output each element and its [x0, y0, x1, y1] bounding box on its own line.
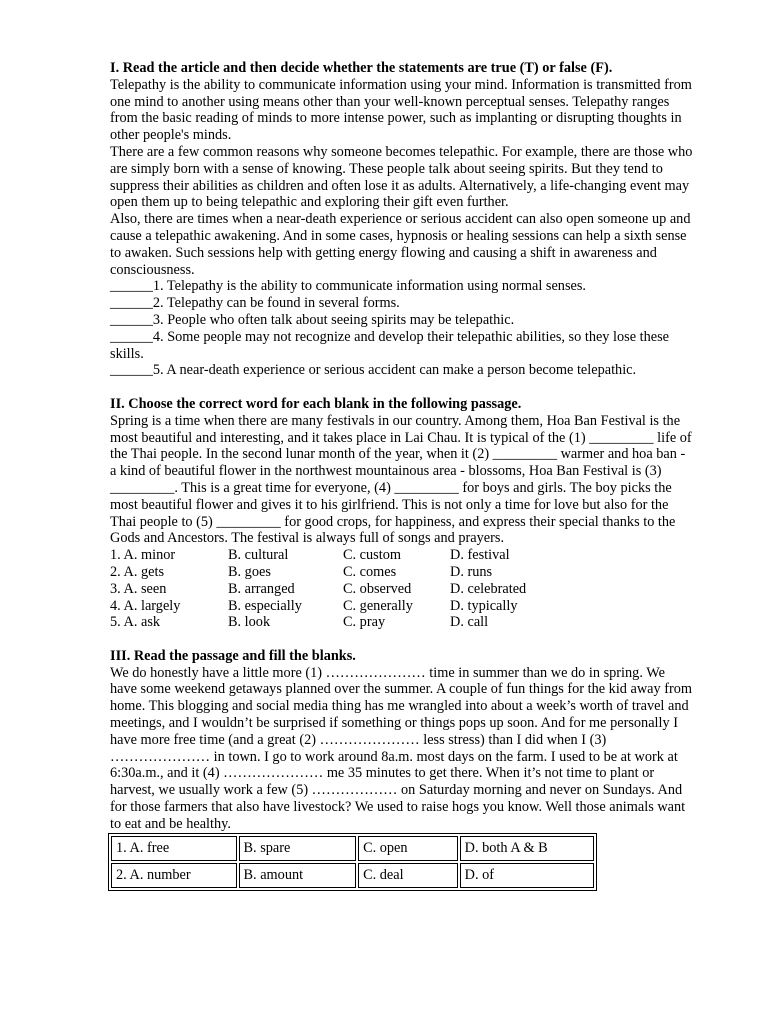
option-a: 5. A. ask [110, 614, 161, 631]
option-d: D. call [450, 614, 489, 631]
option-b: B. arranged [228, 580, 295, 597]
question-options-row [110, 581, 695, 598]
table-cell: 1. A. free [111, 836, 237, 861]
section-1-paragraph: There are a few common reasons why someone becomes telepathic. For example, there are those who are simply born with a sense of knowing. These people talk about seeing spirits. But they tend to suppress their abilities as children and often lose it as adults. Alternatively, a life-changing event may open them up to being telepathic and exploring their gift even further. [110, 143, 693, 211]
option-d: D. runs [450, 563, 493, 580]
section-spacer [110, 631, 695, 648]
table-row [111, 836, 594, 861]
option-d: D. festival [450, 547, 510, 564]
table-cell: D. of [460, 863, 594, 888]
question-options-row [110, 564, 695, 581]
option-c: C. comes [343, 563, 397, 580]
table-cell: 2. A. number [111, 863, 237, 888]
statement-4: ______4. Some people may not recognize and develop their telepathic abilities, so they lose these skills. [110, 328, 670, 362]
option-a: 1. A. minor [110, 547, 176, 564]
option-b: B. cultural [228, 547, 289, 564]
option-c: C. custom [343, 547, 401, 564]
section-2-heading: II. Choose the correct word for each blank in the following passage. [110, 395, 522, 412]
option-a: 4. A. largely [110, 597, 181, 614]
option-b: B. especially [228, 597, 302, 614]
section-1-heading: I. Read the article and then decide whether the statements are true (T) or false (F). [110, 60, 613, 76]
table-row [111, 863, 594, 888]
table-cell: C. deal [358, 863, 458, 888]
option-d: D. typically [450, 597, 518, 614]
statement-5: ______5. A near-death experience or serious accident can make a person become telepathic. [110, 362, 637, 379]
table-cell: C. open [358, 836, 458, 861]
option-a: 3. A. seen [110, 580, 167, 597]
option-c: C. pray [343, 614, 386, 631]
table-cell: D. both A & B [460, 836, 594, 861]
worksheet-content [110, 60, 695, 891]
section-1-paragraph: Also, there are times when a near-death experience or serious accident can also open someone up and cause a telepathic awakening. And in some cases, hypnosis or healing sessions can help a sixth sense to awaken. Such sessions help with getting energy flowing and causing a shift in awareness and consciousness. [110, 211, 691, 278]
option-c: C. generally [343, 597, 413, 614]
section-2-passage: Spring is a time when there are many festivals in our country. Among them, Hoa Ban Festival is the most beautiful and interesting, and it takes place in Lai Chau. It is typical of the (1) _________ life of the Thai people. In the second lunar month of the year, when it (2) _________ warmer and hoa ban - a kind of beautiful flower in the northwest mountainous area - blossoms, Hoa Ban Festival is (3) _________. This is a great time for everyone, (4) _________ for boys and girls. The boy picks the most beautiful flower and gives it to his girlfriend. This is not only a time for love but also for the Thai people to (5) _________ for good crops, for happiness, and express their special thanks to the Gods and Ancestors. The festival is always full of songs and prayers. [110, 412, 692, 547]
section-1-paragraph: Telepathy is the ability to communicate information using your mind. Information is transmitted from one mind to another using means other than your well-known perceptual senses. Telepathy ranges from the basic reading of minds to more intense power, such as implanting or disrupting thoughts in other people's minds. [110, 76, 692, 144]
answer-options-table [108, 833, 597, 891]
statement-3: ______3. People who often talk about seeing spirits may be telepathic. [110, 311, 515, 328]
question-options-row [110, 598, 695, 615]
section-3-passage: We do honestly have a little more (1) ………………… time in summer than we do in spring. We have some weekend getaways planned over the summer. A couple of fun things for the kid away from home. This blogging and social media thing has me wrangled into about a week’s worth of travel and meetings, and I wouldn’t be surprised if something or things pops up soon. And for me personally I have more free time (and a great (2) ………………… less stress) than I did when I (3) ………………… in town. I go to work around 8a.m. most days on the farm. I used to be at work at 6:30a.m., and it (4) ………………… me 35 minutes to get there. When it’s not time to plant or harvest, we usually work a few (5) ……………… on Saturday morning and never on Sundays. And for those farmers that also have livestock? We used to raise hogs you know. Well those animals want to eat and be healthy. [110, 664, 693, 832]
table-cell: B. spare [239, 836, 357, 861]
table-cell: B. amount [239, 863, 357, 888]
option-c: C. observed [343, 580, 412, 597]
option-b: B. look [228, 614, 271, 631]
statement-2: ______2. Telepathy can be found in several forms. [110, 295, 400, 312]
section-spacer [110, 379, 695, 396]
statement-1: ______1. Telepathy is the ability to communicate information using normal senses. [110, 278, 587, 295]
section-3-heading: III. Read the passage and fill the blanks. [110, 647, 356, 664]
option-d: D. celebrated [450, 580, 527, 597]
question-options-row [110, 614, 695, 631]
option-b: B. goes [228, 563, 271, 580]
option-a: 2. A. gets [110, 563, 165, 580]
question-options-row [110, 547, 695, 564]
